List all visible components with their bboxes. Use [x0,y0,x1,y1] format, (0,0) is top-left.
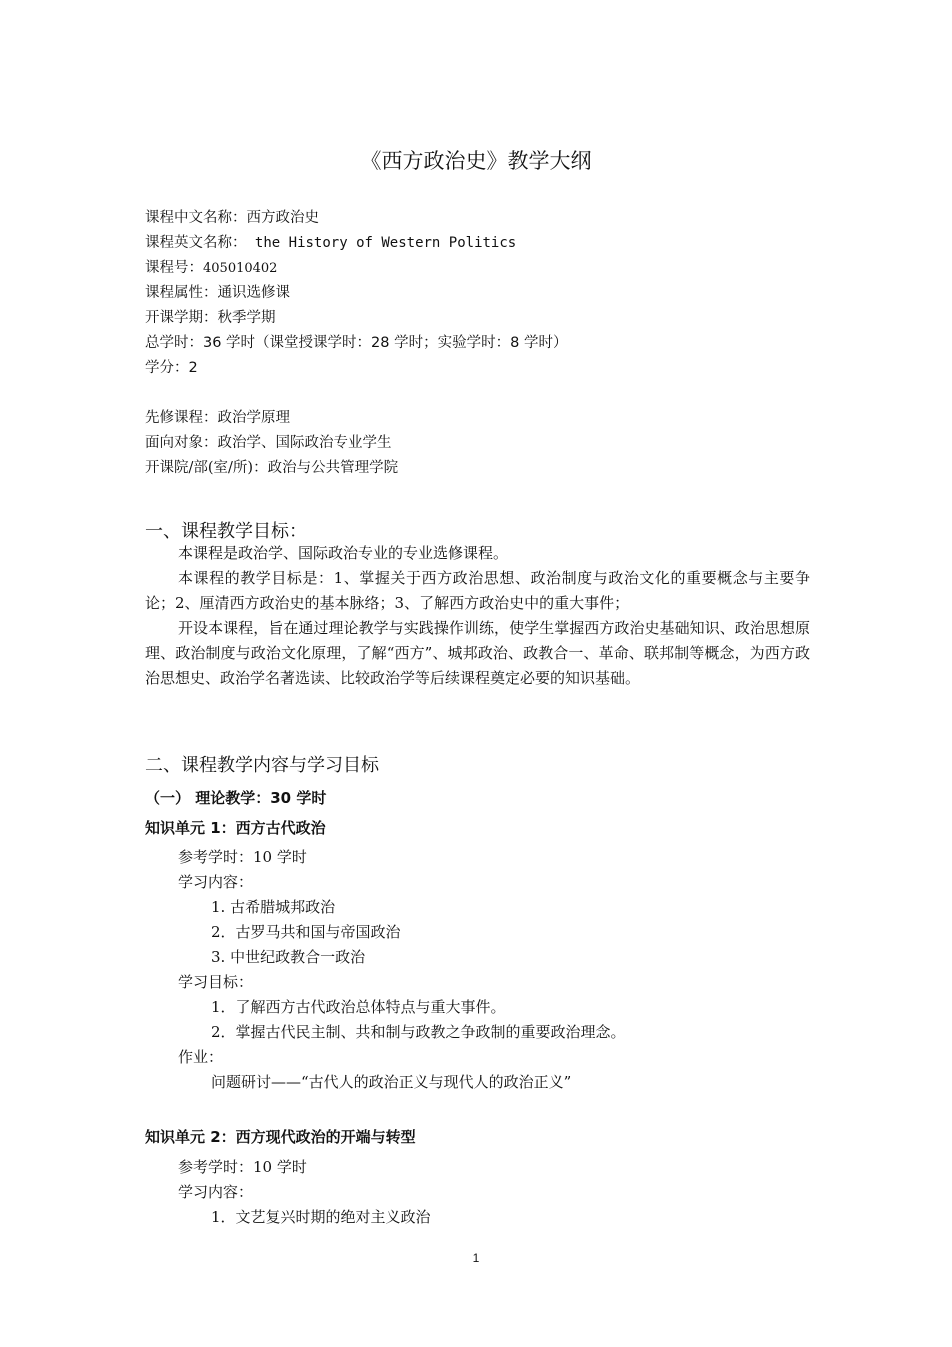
course-total-hours: 总学时：36 学时（课堂授课学时：28 学时；实验学时：8 学时） [145,335,568,351]
course-semester: 开课学期：秋季学期 [145,310,276,326]
unit1-homework: 问题研讨——“古代人的政治正义与现代人的政治正义” [211,1073,572,1091]
course-info [145,206,567,381]
unit1-content-item: 2．古罗马共和国与帝国政治 [211,923,401,941]
course-cn-name: 课程中文名称：西方政治史 [145,210,319,226]
unit2-hours: 参考学时：10 学时 [178,1158,307,1176]
unit1-goal-item: 1．了解西方古代政治总体特点与重大事件。 [211,998,506,1016]
unit1-homework-label: 作业： [178,1048,224,1066]
unit2-content-item: 1．文艺复兴时期的绝对主义政治 [211,1208,431,1226]
unit1-content-label: 学习内容： [178,873,254,891]
course-audience: 面向对象：政治学、国际政治专业学生 [145,435,392,451]
section1-paragraph-3: 开设本课程，旨在通过理论教学与实践操作训练，使学生掌握西方政治史基础知识、政治思想原理、政治制度与政治文化原理，了解“西方”、城邦政治、政教合一、革命、联邦制等概念，为西方政治思想史、政治学名著选读、比较政治学等后续课程奠定必要的知识基础。 [145,619,810,687]
course-department: 开课院/部(室/所)：政治与公共管理学院 [145,460,399,476]
theory-teaching-heading: （一） 理论教学：30 学时 [145,789,327,807]
course-number: 课程号：405010402 [145,260,278,276]
unit1-hours: 参考学时：10 学时 [178,848,307,866]
unit1-goal-item: 2．掌握古代民主制、共和制与政教之争政制的重要政治理念。 [211,1023,626,1041]
unit1-content-item: 1. 古希腊城邦政治 [211,898,336,916]
document-title: 《西方政治史》教学大纲 [360,149,592,173]
page-number: 1 [472,1251,480,1265]
unit1-content-item: 3. 中世纪政教合一政治 [211,948,366,966]
unit1-goals-label: 学习目标： [178,973,254,991]
course-type: 课程属性：通识选修课 [145,285,290,301]
course-prerequisite: 先修课程：政治学原理 [145,410,290,426]
unit2-title: 知识单元 2：西方现代政治的开端与转型 [145,1128,416,1146]
section1-heading: 一、课程教学目标： [145,521,307,542]
section2-heading: 二、课程教学内容与学习目标 [145,755,379,776]
course-en-name: 课程英文名称： the History of Western Politics [145,235,517,251]
unit1-title: 知识单元 1：西方古代政治 [145,819,326,837]
course-info-extra [145,406,398,481]
unit2-content-label: 学习内容： [178,1183,254,1201]
course-credits: 学分：2 [145,360,198,376]
section1-paragraph-1: 本课程是政治学、国际政治专业的专业选修课程。 [178,544,509,562]
section1-paragraph-2: 本课程的教学目标是：1、掌握关于西方政治思想、政治制度与政治文化的重要概念与主要争论；2、厘清西方政治史的基本脉络；3、了解西方政治史中的重大事件； [145,569,810,612]
